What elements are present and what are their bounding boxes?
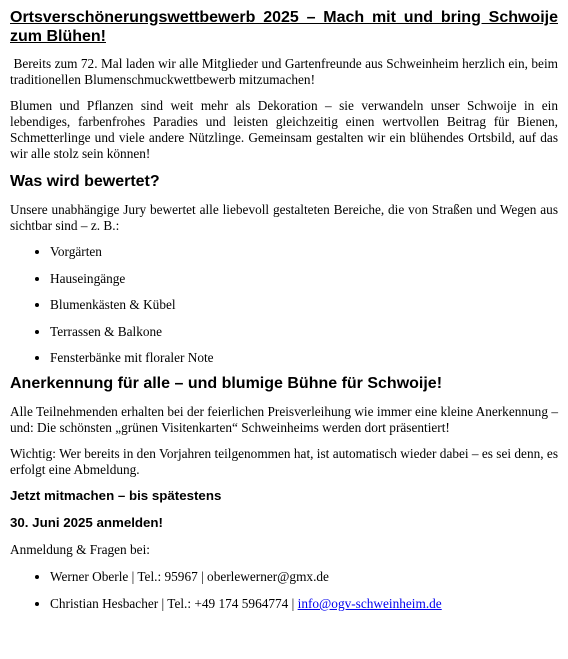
page-title: Ortsverschönerungswettbewerb 2025 – Mach mit und bring Schwoije zum Blühen! [10, 9, 558, 45]
section-heading-recognition: Anerkennung für alle – und blumige Bühne für Schwoije! [10, 375, 443, 392]
criteria-list [10, 244, 558, 366]
list-item: • Terrassen & Balkone [50, 324, 558, 340]
contact-label: Anmeldung & Fragen bei: [10, 542, 150, 557]
list-item: • Hauseingänge [50, 271, 558, 287]
contact-hesbacher-text: Christian Hesbacher | Tel.: +49 174 5964774 | [50, 596, 298, 611]
cta-line-1: Jetzt mitmachen – bis spätestens [10, 488, 222, 503]
contact-list [10, 569, 558, 612]
section-heading-criteria: Was wird bewertet? [10, 173, 160, 190]
list-item: • Vorgärten [50, 244, 558, 260]
intro-paragraph-2: Blumen und Pflanzen sind weit mehr als Dekoration – sie verwandeln unser Schwoije in ein lebendiges, farbenfrohes Paradies und leisten gleichzeitig einen wertvollen Beitrag für Bienen, Schmetterlinge und viele andere Nützlinge. Gemeinsam gestalten wir ein blühendes Ortsbild, auf das wir alle stolz sein können! [10, 98, 558, 161]
contact-item-oberle: • Werner Oberle | Tel.: 95967 | oberlewerner@gmx.de [50, 569, 558, 585]
criteria-paragraph: Unsere unabhängige Jury bewertet alle liebevoll gestalteten Bereiche, die von Straßen und Wegen aus sichtbar sind – z. B.: [10, 202, 558, 233]
list-item: • Fensterbänke mit floraler Note [50, 350, 558, 366]
contact-item-hesbacher [50, 596, 558, 612]
list-item: • Blumenkästen & Kübel [50, 297, 558, 313]
recognition-paragraph: Alle Teilnehmenden erhalten bei der feierlichen Preisverleihung wie immer eine kleine Anerkennung – und: Die schönsten „grünen Visitenkarten“ Schweinheims werden dort präsentiert! [10, 404, 558, 435]
email-link[interactable]: info@ogv-schweinheim.de [297, 596, 442, 611]
important-note-paragraph: Wichtig: Wer bereits in den Vorjahren teilgenommen hat, ist automatisch wieder dabei – es sei denn, es erfolgt eine Abmeldung. [10, 446, 558, 477]
cta-line-2: 30. Juni 2025 anmelden! [10, 515, 163, 530]
document-page [10, 8, 562, 623]
intro-paragraph-1: Bereits zum 72. Mal laden wir alle Mitglieder und Gartenfreunde aus Schweinheim herzlich ein, beim traditionellen Blumenschmuckwettbewerb mitzumachen! [10, 56, 562, 87]
